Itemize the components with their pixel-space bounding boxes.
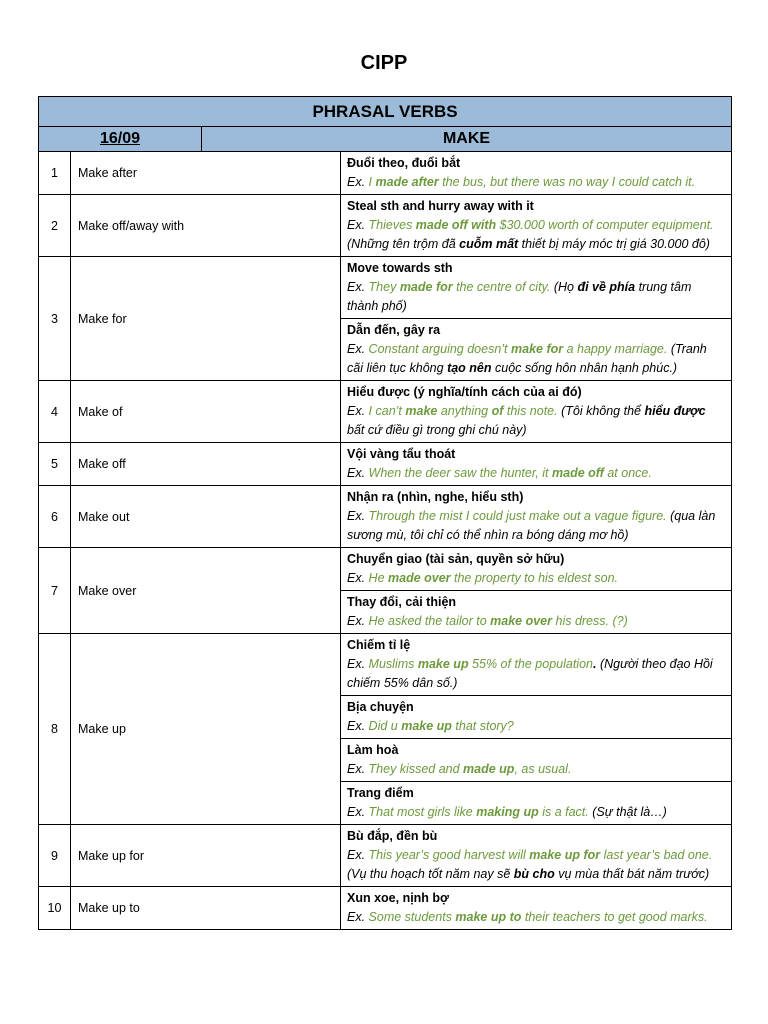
example-text: (Những tên trộm đã [347,237,460,251]
example-text: this note. [503,404,558,418]
example-label: Ex. [347,175,369,189]
sense-cell [341,739,732,782]
example-text: 55% of the population [468,657,593,671]
example-text: made up [463,762,515,776]
example-text: vụ mùa thất bát năm trước) [554,867,710,881]
example-label: Ex. [347,848,369,862]
sense-example [347,569,725,588]
table-banner: PHRASAL VERBS [39,97,732,127]
sense-meaning: Đuổi theo, đuổi bắt [347,156,461,170]
phrasal-verb: Make off/away with [71,195,341,257]
example-label: Ex. [347,404,369,418]
sense-cell [341,634,732,696]
example-text: Constant arguing doesn’t [368,342,512,356]
sense-meaning: Hiểu được (ý nghĩa/tính cách của ai đó) [347,385,582,399]
phrasal-verb: Make up [71,634,341,825]
example-label: Ex. [347,280,369,294]
table-row [39,486,732,548]
sense-meaning: Nhận ra (nhìn, nghe, hiểu sth) [347,490,524,504]
example-label: Ex. [347,762,369,776]
table-row [39,634,732,696]
table-row [39,152,732,195]
example-text: (Vụ thu hoạch tốt năm nay sẽ [347,867,514,881]
table-row [39,887,732,930]
example-text: that story? [451,719,514,733]
example-text: make up [401,719,452,733]
example-text: make up [417,657,469,671]
example-text: a happy marriage. [563,342,668,356]
row-number: 7 [39,548,71,634]
sense-meaning: Chuyển giao (tài sản, quyền sở hữu) [347,552,565,566]
example-label: Ex. [347,805,369,819]
row-number: 1 [39,152,71,195]
sense-meaning: Trang điểm [347,786,414,800]
example-text: bất cứ điều gì trong ghi chú này) [347,423,527,437]
sense-meaning: Xun xoe, nịnh bợ [347,891,449,905]
example-text: Some students [368,910,456,924]
example-text: the bus, but there was no way I could catch it. [438,175,696,189]
example-label: Ex. [347,218,369,232]
example-text: When the deer saw the hunter, it [368,466,552,480]
sense-example [347,803,725,822]
table-row [39,825,732,887]
example-text: made off [552,466,604,480]
example-text: thiết bị máy móc trị giá 30.000 đô) [518,237,710,251]
sense-example [347,340,725,378]
sense-example [347,402,725,440]
sense-example [347,612,725,631]
row-number: 3 [39,257,71,381]
example-label: Ex. [347,719,369,733]
sense-cell [341,195,732,257]
example-text: of [491,404,504,418]
sense-cell [341,548,732,591]
example-text: made over [388,571,451,585]
sense-cell [341,381,732,443]
example-text: the property to his eldest son. [450,571,618,585]
sense-example [347,216,725,254]
phrasal-verb: Make up for [71,825,341,887]
example-text: He [368,571,388,585]
example-text: trung tâm thành phố) [347,280,692,313]
row-number: 10 [39,887,71,930]
table-row [39,443,732,486]
example-text: made off with [415,218,497,232]
example-text: $30.000 worth of computer equipment. [496,218,714,232]
example-text: the centre of city. [452,280,551,294]
example-text: his dress. (?) [552,614,628,628]
example-text: I can’t [368,404,406,418]
sense-cell [341,696,732,739]
table-banner-row [39,97,732,127]
sense-meaning: Dẫn đến, gây ra [347,323,441,337]
topic-header: MAKE [202,127,732,152]
example-text: made after [375,175,439,189]
phrasal-verb: Make for [71,257,341,381]
sense-example [347,173,725,192]
example-text: Thieves [368,218,416,232]
example-text: This year’s good harvest will [368,848,530,862]
example-text: made for [399,280,453,294]
example-text: (Tranh cãi liên tục không [347,342,707,375]
sense-cell [341,257,732,319]
example-text: making up [476,805,539,819]
example-text: That most girls like [368,805,477,819]
sense-meaning: Làm hoà [347,743,399,757]
example-text: (qua làn sương mù, tôi chỉ có thể nhìn ra bóng dáng mơ hồ) [347,509,716,542]
example-label: Ex. [347,657,369,671]
example-text: cuỗm mất [459,237,519,251]
example-text: at once. [603,466,652,480]
phrasal-verb: Make of [71,381,341,443]
example-text: make for [511,342,564,356]
example-text: Through the mist I could just make out a vague figure. [368,509,667,523]
sense-meaning: Steal sth and hurry away with it [347,199,534,213]
table-row [39,381,732,443]
sense-meaning: Bịa chuyện [347,700,414,714]
example-text: They kissed and [368,762,464,776]
row-number: 8 [39,634,71,825]
sense-example [347,908,725,927]
example-label: Ex. [347,571,369,585]
sense-example [347,760,725,779]
example-text: cuộc sống hôn nhân hạnh phúc.) [491,361,678,375]
example-text: make [405,404,438,418]
row-number: 2 [39,195,71,257]
phrasal-verbs-table [38,96,732,930]
sense-cell [341,443,732,486]
sense-example [347,717,725,736]
example-text: bù cho [513,867,555,881]
example-text: (Sự thật là…) [588,805,667,819]
date-header: 16/09 [39,127,202,152]
phrasal-verb: Make off [71,443,341,486]
document-title: CIPP [360,52,408,74]
sense-meaning: Move towards sth [347,261,453,275]
example-text: , as usual. [514,762,572,776]
row-number: 4 [39,381,71,443]
example-text: I [368,175,376,189]
example-text: Did u [368,719,402,733]
example-text: make up for [529,848,601,862]
example-text: They [368,280,400,294]
example-label: Ex. [347,342,369,356]
phrasal-verb: Make after [71,152,341,195]
sense-meaning: Chiếm tỉ lệ [347,638,411,652]
sense-example [347,464,725,483]
table-row [39,195,732,257]
sense-example [347,507,725,545]
example-label: Ex. [347,614,369,628]
example-text: make over [490,614,553,628]
phrasal-verb: Make out [71,486,341,548]
sense-cell [341,319,732,381]
row-number: 6 [39,486,71,548]
sense-cell [341,152,732,195]
example-label: Ex. [347,466,369,480]
row-number: 9 [39,825,71,887]
example-text: their teachers to get good marks. [521,910,708,924]
example-text: tạo nên [447,361,492,375]
sense-example [347,846,725,884]
example-text: hiểu được [644,404,706,418]
example-text: (Họ [550,280,578,294]
example-text: make up to [455,910,522,924]
example-label: Ex. [347,509,369,523]
example-text: (Người theo đạo Hồi chiếm 55% dân số.) [347,657,713,690]
example-text: Muslims [368,657,418,671]
table-row [39,257,732,319]
sense-example [347,278,725,316]
example-text: (Tôi không thể [557,404,645,418]
row-number: 5 [39,443,71,486]
sense-meaning: Vội vàng tẩu thoát [347,447,456,461]
example-text: . [592,657,597,671]
phrasal-verb: Make up to [71,887,341,930]
sense-cell [341,486,732,548]
sense-meaning: Bù đắp, đền bù [347,829,438,843]
table-row [39,548,732,591]
example-text: đi về phía [577,280,636,294]
sense-cell [341,591,732,634]
sense-cell [341,782,732,825]
example-text: last year’s bad one. [600,848,713,862]
example-label: Ex. [347,910,369,924]
table-subheader-row [39,127,732,152]
phrasal-verb: Make over [71,548,341,634]
example-text: anything [437,404,492,418]
sense-cell [341,825,732,887]
sense-meaning: Thay đổi, cải thiện [347,595,457,609]
sense-example [347,655,725,693]
example-text: is a fact. [538,805,589,819]
example-text: He asked the tailor to [368,614,491,628]
sense-cell [341,887,732,930]
